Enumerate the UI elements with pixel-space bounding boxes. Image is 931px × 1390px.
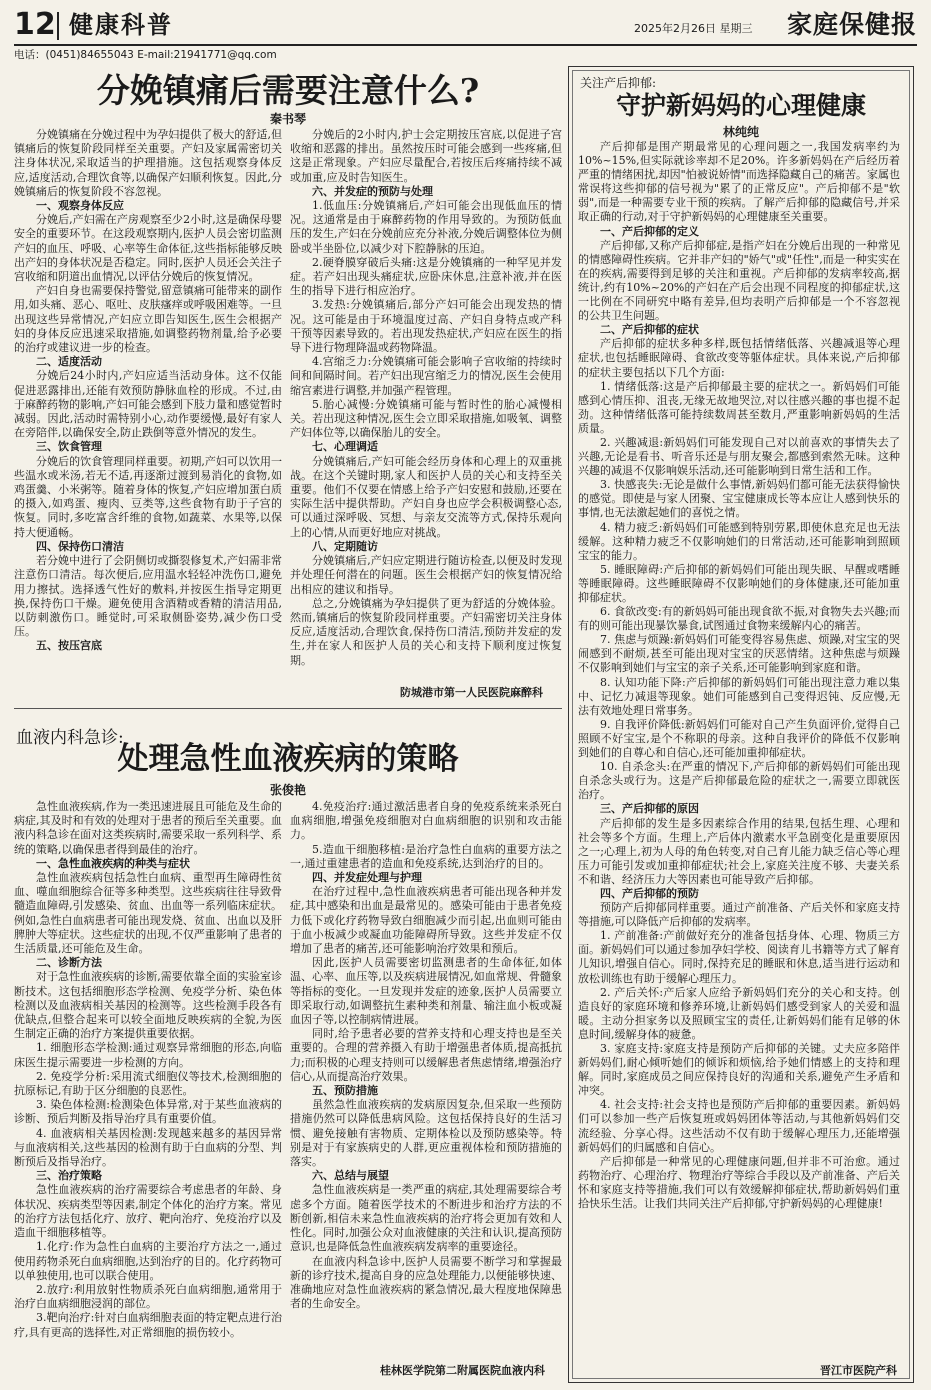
paragraph: 2. 免疫学分析:采用流式细胞仪等技术,检测细胞的抗原标记,有助于区分细胞的良恶性。 [14, 1069, 282, 1098]
paragraph: 1.低血压:分娩镇痛后,产妇可能会出现低血压的情况。这通常是由于麻醉药物的作用导致的。为预防低血压的发生,产妇在分娩前应充分补液,分娩后调整体位为侧卧或半坐卧位,以减少对下腔静脉的压迫。 [290, 199, 562, 255]
paragraph: 5. 睡眠障碍:产后抑郁的新妈妈们可能出现失眠、早醒或嗜睡等睡眠障碍。这些睡眠障碍不仅影响她们的身体健康,还可能加重抑郁症状。 [578, 562, 900, 604]
section-heading: 六、并发症的预防与处理 [312, 184, 433, 198]
paragraph: 2. 产后关怀:产后家人应给予新妈妈们充分的关心和支持。创造良好的家庭环境和修养环境,让新妈妈们感受到家人的关爱和温暖。主动分担家务以及照顾宝宝的责任,让新妈妈们能有足够的休息时间,缓解身体的疲惫。 [578, 985, 900, 1041]
section-heading: 三、饮食管理 [36, 440, 102, 454]
paragraph: 急性血液疾病包括急性白血病、重型再生障碍性贫血、噬血细胞综合征等多种类型。这些疾病往往导致骨髓造血障碍,引发感染、贫血、出血等一系列临床症状。例如,急性白血病患者可能出现发烧、贫血、出血以及肝脾肿大等症状。这些症状的出现,不仅严重影响了患者的生活质量,还可能危及生命。 [14, 871, 282, 956]
paragraph: 分娩镇痛后,产妇应定期进行随访检查,以便及时发现并处理任何潜在的问题。医生会根据产妇的恢复情况给出相应的建议和指导。 [290, 554, 562, 596]
header-divider [57, 12, 59, 40]
section-heading: 五、预防措施 [312, 1084, 378, 1098]
paragraph: 10. 自杀念头:在严重的情况下,产后抑郁的新妈妈们可能出现自杀念头或行为。这是产后抑郁最危险的症状之一,需要立即就医治疗。 [578, 760, 900, 802]
paragraph: 1. 细胞形态学检测:通过观察异常细胞的形态,向临床医生提示需要进一步检测的方向。 [14, 1041, 282, 1069]
article2-column-2 [290, 800, 562, 1358]
paragraph: 产后抑郁,又称产后抑郁症,是指产妇在分娩后出现的一种常见的情感障碍性疾病。它并非产妇的"娇气"或"任性",而是一种实实在在的疾病,需要得到足够的关注和重视。产后抑郁的发病率较高,据统计,约有10%~20%的产妇在产后会出现不同程度的抑郁症状,这一比例在不同研究中略有差异,但均表明产后抑郁是一个不容忽视的公共卫生问题。 [578, 238, 900, 323]
page-number: 12 [14, 7, 56, 42]
article3-signature: 晋江市医院产科 [820, 1364, 897, 1377]
issue-date: 2025年2月26日 星期三 [634, 22, 753, 35]
paragraph: 总之,分娩镇痛为孕妇提供了更为舒适的分娩体验。然而,镇痛后的恢复阶段同样重要。产妇需密切关注身体反应,适度活动,合理饮食,保持伤口清洁,预防并发症的发生,并在家人和医护人员的关心和支持下顺利度过恢复期。 [290, 596, 562, 667]
paragraph: 产妇自身也需要保持警觉,留意镇痛可能带来的副作用,如头痛、恶心、呕吐、皮肤瘙痒或呼吸困难等。一旦出现这些异常情况,产妇应立即告知医生,医生会根据产妇的身体反应迅速采取措施,如调整药物剂量,给予必要的治疗或建议进一步的检查。 [14, 284, 282, 355]
section-heading: 一、急性血液疾病的种类与症状 [36, 856, 190, 870]
paragraph: 若分娩中进行了会阴侧切或撕裂修复术,产妇需非常注意伤口清洁。每次便后,应用温水轻轻冲洗伤口,避免用力擦拭。选择透气性好的敷料,并按医生指导定期更换,保持伤口干燥。避免使用含酒精或香精的清洁用品,以防刺激伤口。睡觉时,可采取侧卧姿势,减少伤口受压。 [14, 554, 282, 639]
paragraph: 5.造血干细胞移植:是治疗急性白血病的重要方法之一,通过重建患者的造血和免疫系统,达到治疗的目的。 [290, 842, 562, 870]
paragraph: 4. 精力疲乏:新妈妈们可能感到特别劳累,即使休息充足也无法缓解。这种精力疲乏不仅影响她们的日常活动,还可能影响到照顾宝宝的能力。 [578, 520, 900, 562]
section-heading: 四、产后抑郁的预防 [600, 886, 699, 900]
paragraph: 分娩后24小时内,产妇应适当活动身体。这不仅能促进恶露排出,还能有效预防静脉血栓的形成。不过,由于麻醉药物的影响,产妇可能会感到下肢力量和感觉暂时减弱。因此,活动时需特别小心,动作要缓慢,最好有家人在旁陪伴,以确保安全,防止跌倒等意外情况的发生。 [14, 369, 282, 440]
section-heading: 八、定期随访 [312, 539, 378, 553]
paragraph: 4. 血液病相关基因检测:发现越来越多的基因异常与血液病相关,这些基因的检测有助于白血病的分型、判断预后及指导治疗。 [14, 1126, 282, 1169]
section-heading: 三、产后抑郁的原因 [600, 802, 699, 816]
paragraph: 2.硬脊膜穿破后头痛:这是分娩镇痛的一种罕见并发症。若产妇出现头痛症状,应卧床休息,注意补液,并在医生的指导下进行相应治疗。 [290, 255, 562, 298]
paragraph: 分娩镇痛后,产妇可能会经历身体和心理上的双重挑战。在这个关键时期,家人和医护人员的关心和支持至关重要。他们不仅要在情感上给予产妇安慰和鼓励,还要在实际生活中提供帮助。产妇自身也应学会积极调整心态,可以通过深呼吸、冥想、与亲友交流等方式,保持乐观向上的心情,从而更好地应对挑战。 [290, 454, 562, 539]
paragraph: 分娩后,产妇需在产房观察至少2小时,这是确保母婴安全的重要环节。在这段观察期内,医护人员会密切监测产妇的血压、呼吸、心率等生命体征,这些指标能够反映出产妇的身体状况是否稳定。同时,医护人员还会关注子宫收缩和阴道出血情况,以评估分娩后的恢复情况。 [14, 213, 282, 284]
article3-kicker: 关注产后抑郁: [580, 76, 657, 90]
paragraph: 2.放疗:利用放射性物质杀死白血病细胞,通常用于治疗白血病细胞浸润的部位。 [14, 1282, 282, 1311]
section-heading: 六、总结与展望 [312, 1169, 389, 1183]
paragraph: 分娩镇痛在分娩过程中为孕妇提供了极大的舒适,但镇痛后的恢复阶段同样至关重要。产妇及家属需密切关注身体状况,采取适当的护理措施。这包括观察身体反应,适度活动,合理饮食等,以确保产妇顺利恢复。因此,分娩镇痛后的恢复阶段不容忽视。 [14, 128, 282, 198]
paragraph: 1. 产前准备:产前做好充分的准备包括身体、心理、物质三方面。新妈妈们可以通过参加孕妇学校、阅读育儿书籍等方式了解育儿知识,增强自信心。同时,保持充足的睡眠和休息,适当进行运动和放松训练也有助于缓解心理压力。 [578, 929, 900, 985]
contact-line: 电话：(0451)84655043 E-mail:21941771@qq.com [14, 49, 277, 61]
section-heading: 二、诊断方法 [36, 956, 102, 970]
paragraph: 4.免疫治疗:通过激活患者自身的免疫系统来杀死白血病细胞,增强免疫细胞对白血病细胞的识别和攻击能力。 [290, 800, 562, 842]
article2-kicker: 血液内科急诊: [16, 728, 124, 748]
paragraph: 4. 社会支持:社会支持也是预防产后抑郁的重要因素。新妈妈们可以参加一些产后恢复班或妈妈团体等活动,与其他新妈妈们交流经验、分享心得。这些活动不仅有助于缓解心理压力,还能增强新妈妈们的归属感和自信心。 [578, 1098, 900, 1154]
paragraph: 6. 食欲改变:有的新妈妈可能出现食欲不振,对食物失去兴趣;而有的则可能出现暴饮暴食,试图通过食物来缓解内心的痛苦。 [578, 605, 900, 633]
paragraph: 虽然急性血液疾病的发病原因复杂,但采取一些预防措施仍然可以降低患病风险。这包括保持良好的生活习惯、避免接触有害物质、定期体检以及预防感染等。特别是对于有家族病史的人群,更应重视体检和预防措施的落实。 [290, 1098, 562, 1169]
page-header [14, 8, 917, 46]
article2-author: 张俊艳 [269, 783, 306, 797]
paragraph: 因此,医护人员需要密切监测患者的生命体征,如体温、心率、血压等,以及疾病进展情况,如血常规、骨髓象等指标的变化。一旦发现并发症的迹象,医护人员需要立即采取行动,如调整抗生素种类和剂量、输注血小板或凝血因子等,以控制病情进展。 [290, 956, 562, 1027]
article1-column-1 [14, 128, 282, 700]
paragraph: 4.宫缩乏力:分娩镇痛可能会影响子宫收缩的持续时间和间隔时间。若产妇出现宫缩乏力的情况,医生会使用缩宫素进行调整,并加强产程管理。 [290, 355, 562, 397]
paragraph: 8. 认知功能下降:产后抑郁的新妈妈们可能出现注意力难以集中、记忆力减退等现象。她们可能感到自己变得迟钝、反应慢,无法有效地处理日常事务。 [578, 675, 900, 717]
paragraph: 1.化疗:作为急性白血病的主要治疗方法之一,通过使用药物杀死白血病细胞,达到治疗的目的。化疗药物可以单独使用,也可以联合使用。 [14, 1240, 282, 1282]
article1-title: 分娩镇痛后需要注意什么? [96, 71, 480, 110]
article3-body [578, 140, 900, 1355]
section-name: 健康科普 [69, 10, 173, 39]
paragraph: 3.靶向治疗:针对白血病细胞表面的特定靶点进行治疗,具有更高的选择性,对正常细胞的损伤较小。 [14, 1311, 282, 1339]
paragraph: 3. 染色体检测:检测染色体异常,对于某些血液病的诊断、预后判断及指导治疗具有重要价值。 [14, 1098, 282, 1126]
article2-signature: 桂林医学院第二附属医院血液内科 [380, 1364, 545, 1377]
article-divider [14, 708, 562, 709]
section-heading: 一、产后抑郁的定义 [600, 224, 699, 238]
paragraph: 3. 家庭支持:家庭支持是预防产后抑郁的关键。丈夫应多陪伴新妈妈们,耐心倾听她们的倾诉和烦恼,给予她们情感上的支持和理解。同时,家庭成员之间应保持良好的沟通和关系,避免产生矛盾和冲突。 [578, 1042, 900, 1098]
paragraph: 产后抑郁是围产期最常见的心理问题之一,我国发病率约为10%~15%,但实际就诊率却不足20%。许多新妈妈在产后经历着严重的情绪困扰,却因"怕被说娇情"而选择隐藏自己的痛苦。家属也常误将这些抑郁的信号视为"累了的正常反应"。产后抑郁不是"软弱",而是一种需要专业干预的疾病。了解产后抑郁的隐藏信号,并采取正确的行动,对于守护新妈妈的心理健康至关重要。 [578, 140, 900, 224]
paragraph: 产后抑郁的发生是多因素综合作用的结果,包括生理、心理和社会等多个方面。生理上,产后体内激素水平急剧变化是重要原因之一;心理上,初为人母的角色转变,对自己育儿能力缺乏信心等心理压力可能引发或加重抑郁症状;社会上,家庭关注度不够、夫妻关系不和谐、经济压力大等因素也可能导致产后抑郁。 [578, 816, 900, 886]
article1-author: 秦书琴 [269, 112, 306, 126]
section-heading: 三、治疗策略 [36, 1169, 102, 1183]
section-heading: 四、保持伤口清洁 [36, 539, 124, 553]
paragraph: 产后抑郁的症状多种多样,既包括情绪低落、兴趣减退等心理症状,也包括睡眠障碍、食欲改变等躯体症状。具体来说,产后抑郁的症状主要包括以下几个方面: [578, 337, 900, 379]
paragraph: 急性血液疾病的治疗需要综合考虑患者的年龄、身体状况、疾病类型等因素,制定个体化的治疗方案。常见的治疗方法包括化疗、放疗、靶向治疗、免疫治疗以及造血干细胞移植等。 [14, 1183, 282, 1240]
paragraph: 在治疗过程中,急性血液疾病患者可能出现各种并发症,其中感染和出血是最常见的。感染可能由于患者免疫力低下或化疗药物导致白细胞减少而引起,出血则可能由于血小板减少或凝血功能障碍所导致。这些并发症不仅增加了患者的痛苦,还可能影响治疗效果和预后。 [290, 885, 562, 956]
paragraph: 5.胎心减慢:分娩镇痛可能与暂时性的胎心减慢相关。若出现这种情况,医生会立即采取措施,如吸氧、调整产妇体位等,以确保胎儿的安全。 [290, 397, 562, 440]
paragraph: 急性血液疾病,作为一类迅速进展且可能危及生命的病症,其及时和有效的处理对于患者的预后至关重要。血液内科急诊在面对这类疾病时,需要采取一系列科学、系统的策略,以确保患者得到最佳的治疗。 [14, 800, 282, 856]
section-heading: 二、产后抑郁的症状 [600, 323, 699, 337]
article2-title: 处理急性血液疾病的策略 [117, 741, 459, 777]
newspaper-name: 家庭保健报 [786, 10, 917, 39]
section-heading: 二、适度活动 [36, 355, 102, 369]
paragraph: 分娩后的饮食管理同样重要。初期,产妇可以饮用一些温水或米汤,若无不适,再逐渐过渡到易消化的食物,如鸡蛋羹、小米粥等。随着身体的恢复,产妇应增加蛋白质的摄入,如鸡蛋、瘦肉、豆类等,这些食物有助于子宫的恢复。同时,多吃富含纤维的食物,如蔬菜、水果等,以保持大便通畅。 [14, 454, 282, 539]
article1-column-2 [290, 128, 562, 680]
article1-signature: 防城港市第一人民医院麻醉科 [400, 686, 543, 699]
section-heading: 一、观察身体反应 [36, 199, 124, 213]
paragraph: 在血液内科急诊中,医护人员需要不断学习和掌握最新的诊疗技术,提高自身的应急处理能力,以便能够快速、准确地应对急性血液疾病的紧急情况,最大程度地保障患者的生命安全。 [290, 1254, 562, 1311]
paragraph: 2. 兴趣减退:新妈妈们可能发现自己对以前喜欢的事情失去了兴趣,无论是看书、听音乐还是与朋友聚会,都感到索然无味。这种兴趣的减退不仅影响娱乐活动,还可能影响到日常生活和工作。 [578, 435, 900, 478]
paragraph: 9. 自我评价降低:新妈妈们可能对自己产生负面评价,觉得自己照顾不好宝宝,是个不称职的母亲。这种自我评价的降低不仅影响到她们的自尊心和自信心,还可能加重抑郁症状。 [578, 717, 900, 760]
section-heading: 五、按压宫底 [36, 639, 102, 653]
paragraph: 同时,给予患者必要的营养支持和心理支持也是至关重要的。合理的营养摄入有助于增强患者体质,提高抵抗力;而积极的心理支持则可以缓解患者焦虑情绪,增强治疗信心,从而提高治疗效果。 [290, 1027, 562, 1083]
paragraph: 对于急性血液疾病的诊断,需要依靠全面的实验室诊断技术。这包括细胞形态学检测、免疫学分析、染色体检测以及血液病相关基因的检测等。这些检测手段各有优缺点,但整合起来可以较全面地反映疾病的全貌,为医生制定正确的治疗方案提供重要依据。 [14, 970, 282, 1041]
paragraph: 7. 焦虑与烦躁:新妈妈们可能变得容易焦虑、烦躁,对宝宝的哭闹感到不耐烦,甚至可能出现对宝宝的厌恶情绪。这种焦虑与烦躁不仅影响到她们与宝宝的亲子关系,还可能影响到家庭和谐。 [578, 633, 900, 675]
article3-title: 守护新妈妈的心理健康 [615, 91, 866, 120]
section-heading: 四、并发症处理与护理 [312, 871, 422, 885]
paragraph: 急性血液疾病是一类严重的病症,其处理需要综合考虑多个方面。随着医学技术的不断进步和治疗方法的不断创新,相信未来急性血液疾病的治疗将会更加有效和人性化。同时,加强公众对血液健康的关注和认识,提高预防意识,也是降低急性血液疾病发病率的重要途径。 [290, 1183, 562, 1254]
article2-column-1 [14, 800, 282, 1382]
paragraph: 分娩后的2小时内,护士会定期按压宫底,以促进子宫收缩和恶露的排出。虽然按压时可能会感到一些疼痛,但这是正常现象。产妇应尽量配合,若按压后疼痛持续不减或加重,应及时告知医生。 [290, 128, 562, 184]
paragraph: 1. 情绪低落:这是产后抑郁最主要的症状之一。新妈妈们可能感到心情压抑、沮丧,无缘无故地哭泣,对以往感兴趣的事也提不起劲。这种情绪低落可能持续数周甚至数月,严重影响新妈妈的生活质量。 [578, 379, 900, 435]
paragraph: 产后抑郁是一种常见的心理健康问题,但并非不可治愈。通过药物治疗、心理治疗、物理治疗等综合手段以及产前准备、产后关怀和家庭支持等措施,我们可以有效缓解抑郁症状,帮助新妈妈们重拾快乐生活。让我们共同关注产后抑郁,守护新妈妈的心理健康! [578, 1154, 900, 1211]
paragraph: 预防产后抑郁同样重要。通过产前准备、产后关怀和家庭支持等措施,可以降低产后抑郁的发病率。 [578, 901, 900, 929]
section-heading: 七、心理调适 [312, 440, 378, 454]
paragraph: 3. 快感丧失:无论是做什么事情,新妈妈们都可能无法获得愉快的感觉。即使是与家人团聚、宝宝健康成长等本应让人感到快乐的事情,也无法激起她们的喜悦之情。 [578, 478, 900, 520]
article3-author: 林纯纯 [722, 125, 759, 139]
paragraph: 3.发热:分娩镇痛后,部分产妇可能会出现发热的情况。这可能是由于环境温度过高、产妇自身特点或产科干预等因素导致的。若出现发热症状,产妇应在医生的指导下进行物理降温或药物降温。 [290, 298, 562, 355]
